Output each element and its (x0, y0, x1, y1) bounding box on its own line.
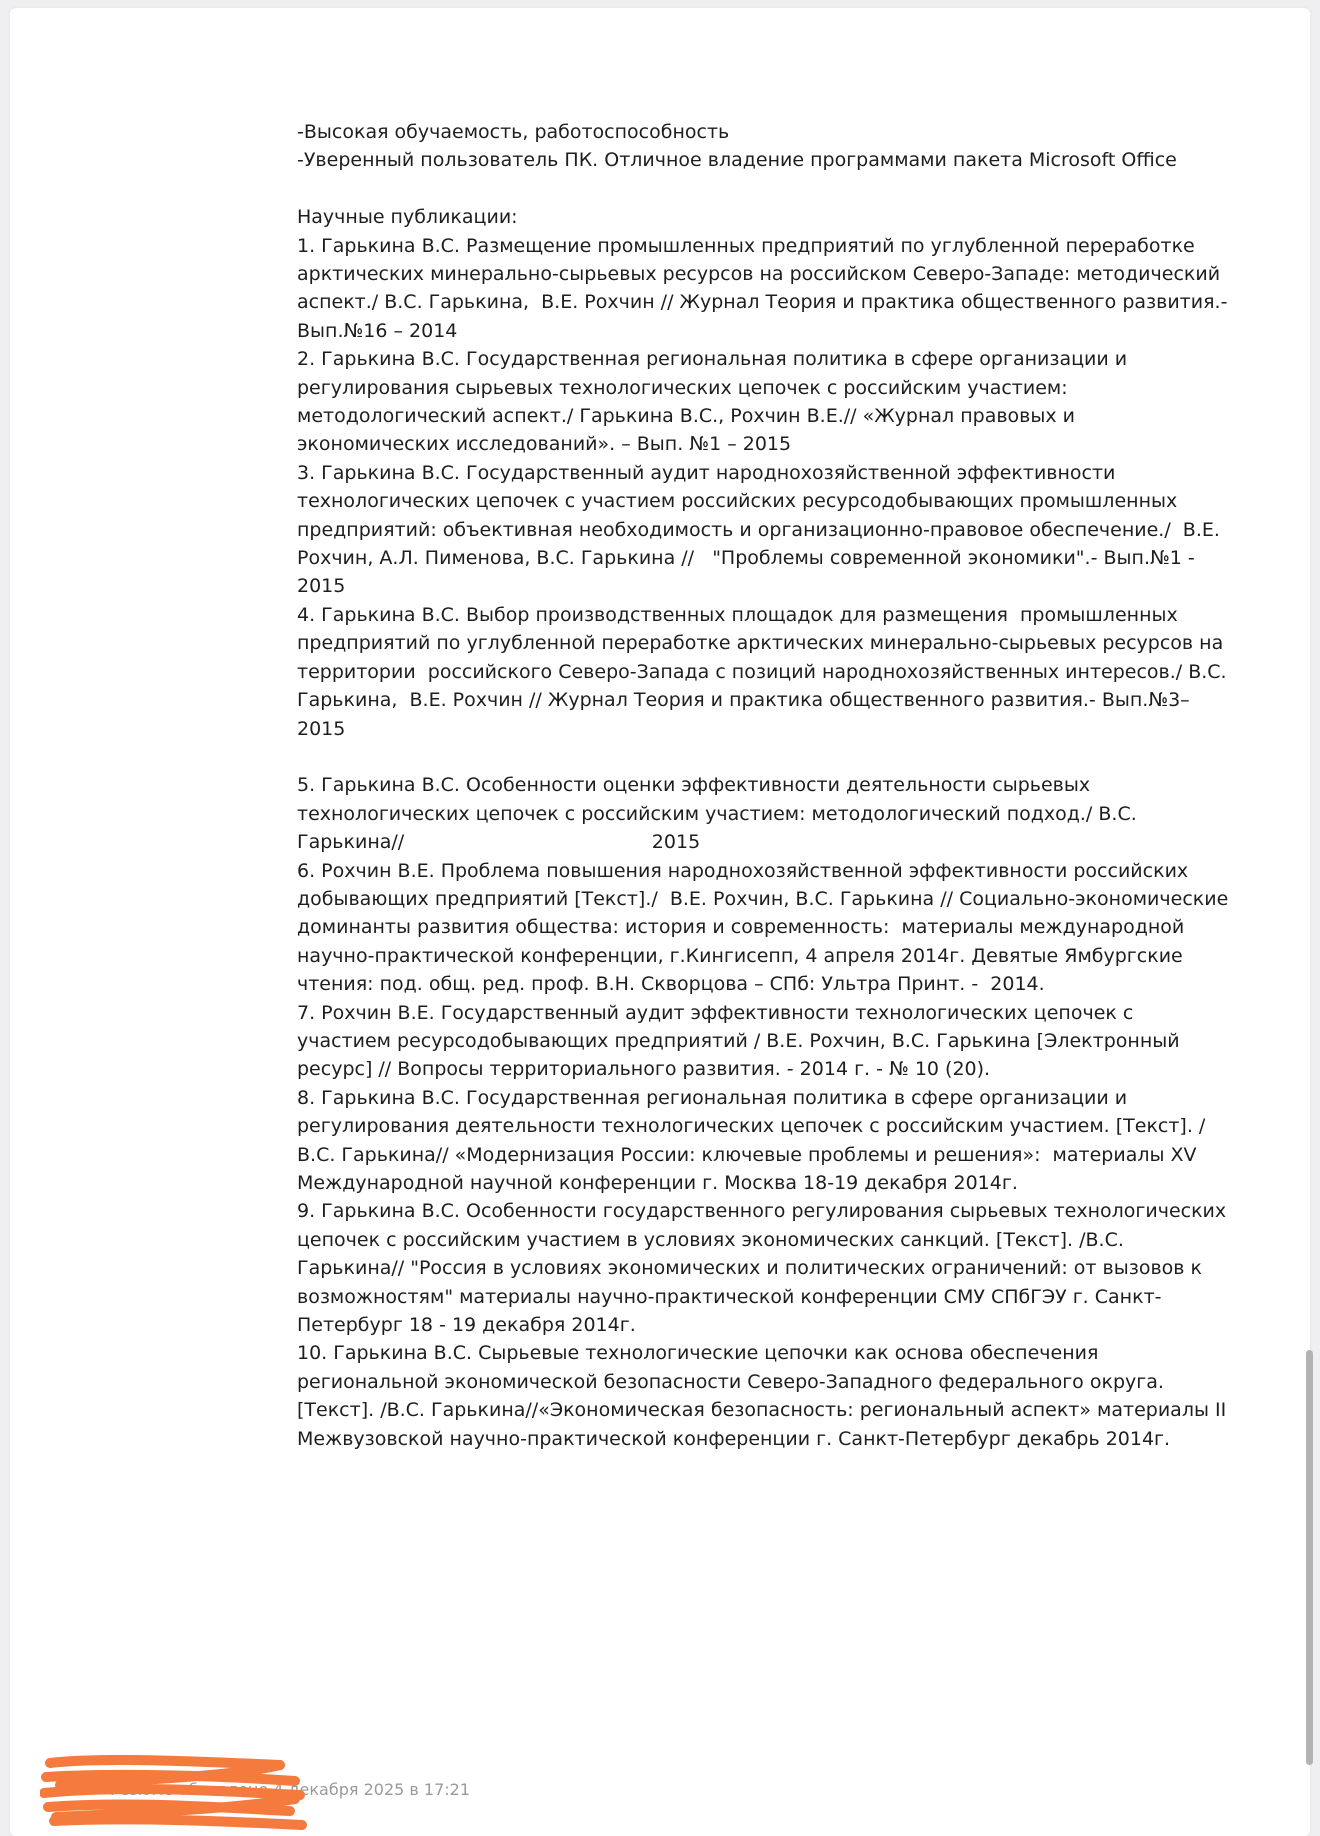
publication-item: 5. Гарькина В.С. Особенности оценки эффективности деятельности сырьевых технологических цепочек с российским участием: методологический подход./ В.С. Гарькина// 2015 (297, 774, 1143, 854)
publication-item: 7. Рохчин В.Е. Государственный аудит эффективности технологических цепочек с участием ресурсодобывающих предприятий / В.Е. Рохчин, В.С. Гарькина [Электронный ресурс] // Вопросы территориального развития. - 2014 г. - № 10 (20). (297, 1001, 1186, 1081)
resume-content (297, 118, 1235, 1453)
scrollbar-thumb[interactable] (1306, 1350, 1313, 1765)
publication-item: 8. Гарькина В.С. Государственная региональная политика в сфере организации и регулирования деятельности технологических цепочек с российским участием. [Текст]. /В.С. Гарькина// «Модернизация России: ключевые проблемы и решения»: материалы XV Международной научной конференции г. Москва 18-19 декабря 2014г. (297, 1086, 1206, 1194)
publication-item: 10. Гарькина В.С. Сырьевые технологические цепочки как основа обеспечения региональной экономической безопасности Северо-Западного федерального округа. [Текст]. /В.С. Гарькина//«Экономическая безопасность: региональный аспект» материалы II Межвузовской научно-практической конференции г. Санкт-Петербург декабрь 2014г. (297, 1342, 1233, 1450)
publication-item: 3. Гарькина В.С. Государственный аудит народнохозяйственной эффективности технологических цепочек с участием российских ресурсодобывающих промышленных предприятий: объективная необходимость и организационно-правовое обеспечение./ В.Е. Рохчин, А.Л. Пименова, В.С. Гарькина // "Проблемы современной экономики".- Вып.№1 - 2015 (297, 461, 1226, 598)
document-page (10, 8, 1310, 1836)
redaction-scribble (40, 1755, 310, 1835)
publication-item: 4. Гарькина В.С. Выбор производственных площадок для размещения промышленных предприятий по углубленной переработке арктических минерально-сырьевых ресурсов на территории российского Северо-Запада с позиций народнохозяйственных интересов./ В.С. Гарькина, В.Е. Рохчин // Журнал Теория и практика общественного развития.- Вып.№3– 2015 (297, 603, 1233, 740)
publication-item: 1. Гарькина В.С. Размещение промышленных предприятий по углубленной переработке арктических минерально-сырьевых ресурсов на российском Северо-Западе: методический аспект./ В.С. Гарькина, В.Е. Рохчин // Журнал Теория и практика общественного развития.- Вып.№16 – 2014 (297, 234, 1234, 342)
publications-heading: Научные публикации: (297, 206, 518, 229)
publication-item: 6. Рохчин В.Е. Проблема повышения народнохозяйственной эффективности российских добывающих предприятий [Текст]./ В.Е. Рохчин, В.С. Гарькина // Социально-экономические доминанты развития общества: история и современность: материалы международной научно-практической конференции, г.Кингисепп, 4 апреля 2014г. Девятые Ямбургские чтения: под. общ. ред. проф. В.Н. Скворцова – СПб: Ультра Принт. - 2014. (297, 859, 1235, 996)
skill-line: -Уверенный пользователь ПК. Отличное владение программами пакета Microsoft Office (297, 149, 1177, 172)
spacer (297, 175, 1232, 203)
publication-item: 9. Гарькина В.С. Особенности государственного регулирования сырьевых технологических цепочек с российским участием в условиях экономических санкций. [Текст]. /В.С. Гарькина// "Россия в условиях экономических и политических ограничений: от вызовов к возможностям" материалы научно-практической конференции СМУ СПбГЭУ г. Санкт-Петербург 18 - 19 декабря 2014г. (297, 1200, 1233, 1337)
skill-line: -Высокая обучаемость, работоспособность (297, 121, 730, 143)
spacer (297, 743, 1232, 771)
updated-text: Резюме обновлено 4 декабря 2025 в 17:21 (110, 1780, 471, 1799)
publication-item: 2. Гарькина В.С. Государственная региональная политика в сфере организации и регулирования сырьевых технологических цепочек с российским участием: методологический аспект./ Гарькина В.С., Рохчин В.Е.// «Журнал правовых и экономических исследований». – Вып. №1 – 2015 (297, 348, 1134, 456)
